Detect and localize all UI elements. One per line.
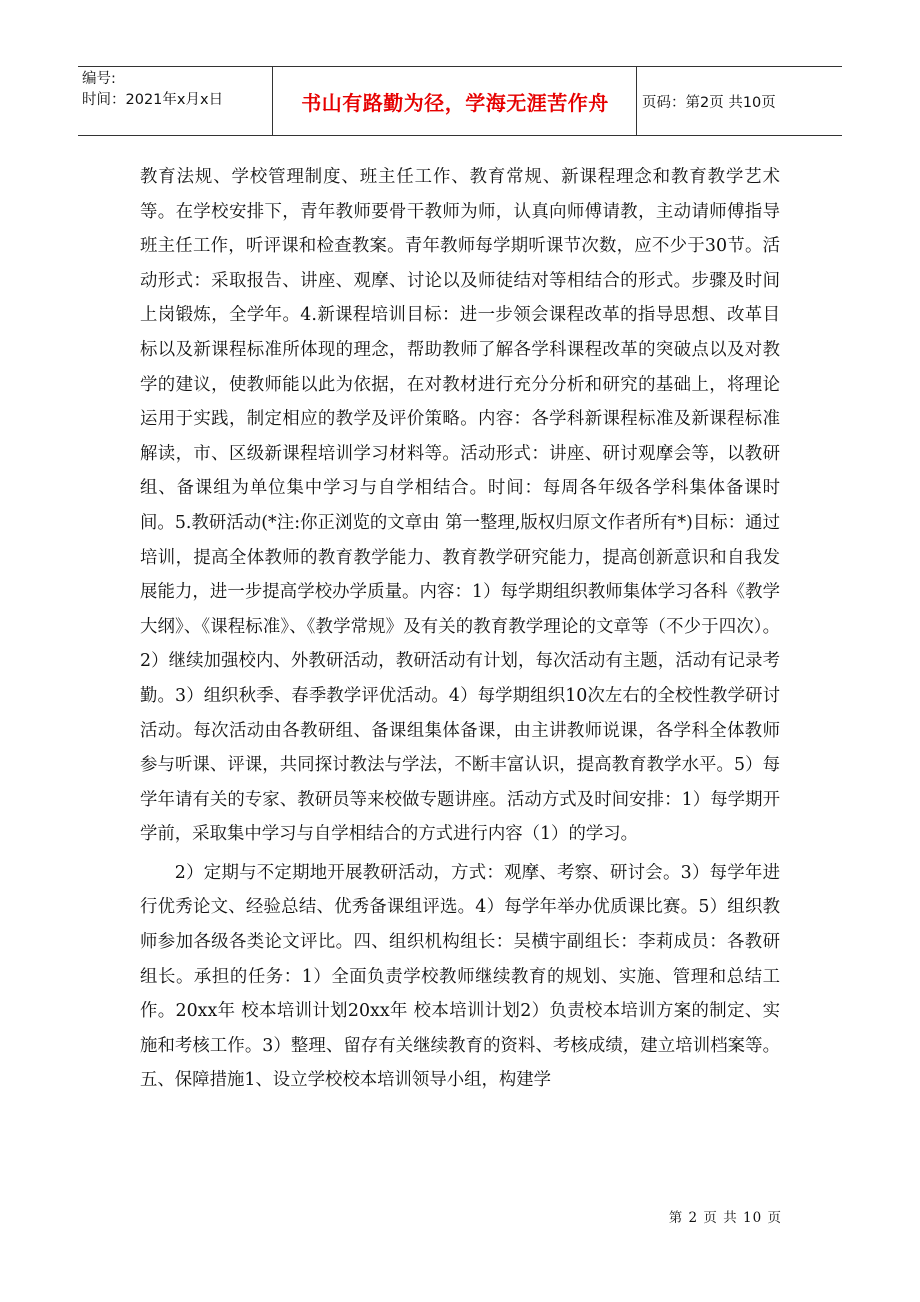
header-divider-right [636,67,637,135]
header-meta [82,69,272,111]
header-page-info: 页码：第2页 共10页 [642,94,776,111]
body-paragraph-2: 2）定期与不定期地开展教研活动，方式：观摩、考察、研讨会。3）每学年进行优秀论文、经验总结、优秀备课组评选。4）每学年举办优质课比赛。5）组织教师参加各级各类论文评比。四、组织机构组长：吴横宇副组长：李莉成员：各教研组长。承担的任务：1）全面负责学校教师继续教育的规划、实施、管理和总结工作。20xx年 校本培训计划20xx年 校本培训计划2）负责校本培训方案的制定、实施和考核工作。3）整理、留存有关继续教育的资料、考核成绩，建立培训档案等。五、保障措施1、设立学校校本培训领导小组，构建学 [140,862,780,1091]
date-line: 时间：2021年x月x日 [82,92,224,108]
header-divider-left [272,67,273,135]
page-footer: 第 2 页 共 10 页 [668,1210,782,1226]
serial-number-label: 编号: [82,71,116,87]
document-body [140,160,780,1098]
page-header [78,66,842,136]
header-motto: 书山有路勤为径，学海无涯苦作舟 [301,90,609,115]
body-paragraph-1: 教育法规、学校管理制度、班主任工作、教育常规、新课程理念和教育教学艺术等。在学校安排下，青年教师要骨干教师为师，认真向师傅请教，主动请师傅指导班主任工作，听评课和检查教案。青年教师每学期听课节次数，应不少于30节。活动形式：采取报告、讲座、观摩、讨论以及师徒结对等相结合的形式。步骤及时间 上岗锻炼，全学年。4.新课程培训目标：进一步领会课程改革的指导思想、改革目标以及新课程标准所体现的理念，帮助教师了解各学科课程改革的突破点以及对教学的建议，使教师能以此为依据，在对教材进行充分分析和研究的基础上，将理论运用于实践，制定相应的教学及评价策略。内容：各学科新课程标准及新课程标准解读，市、区级新课程培训学习材料等。活动形式：讲座、研讨观摩会等，以教研组、备课组为单位集中学习与自学相结合。时间：每周各年级各学科集体备课时间。5.教研活动(*注:你正浏览的文章由 第一整理,版权归原文作者所有*)目标：通过培训，提高全体教师的教育教学能力、教育教学研究能力，提高创新意识和自我发展能力，进一步提高学校办学质量。内容：1）每学期组织教师集体学习各科《教学大纲》、《课程标准》、《教学常规》及有关的教育教学理论的文章等（不少于四次）。2）继续加强校内、外教研活动，教研活动有计划，每次活动有主题，活动有记录考勤。3）组织秋季、春季教学评优活动。4）每学期组织10次左右的全校性教学研讨活动。每次活动由各教研组、备课组集体备课，由主讲教师说课，各学科全体教师参与听课、评课，共同探讨教法与学法，不断丰富认识，提高教育教学水平。5）每学年请有关的专家、教研员等来校做专题讲座。活动方式及时间安排：1）每学期开学前，采取集中学习与自学相结合的方式进行内容（1）的学习。 [140,167,780,845]
